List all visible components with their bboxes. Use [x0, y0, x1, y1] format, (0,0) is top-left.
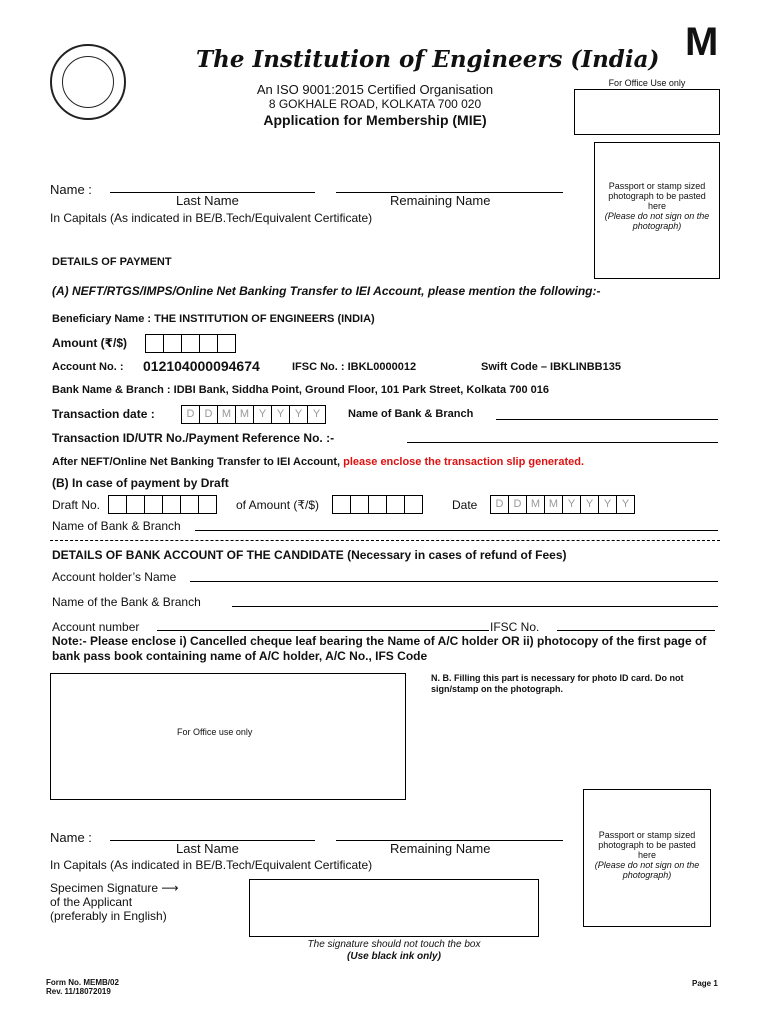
amount-cells[interactable] [145, 334, 236, 353]
form-title: Application for Membership (MIE) [263, 112, 487, 128]
caps-note-2: In Capitals (As indicated in BE/B.Tech/Equivalent Certificate) [50, 858, 373, 872]
form-number: Form No. MEMB/02 Rev. 11/18072019 [46, 978, 119, 996]
photo-warning: (Please do not sign on the photograph) [604, 211, 710, 231]
section-divider [50, 540, 720, 541]
holder-label: Account holder’s Name [52, 570, 177, 584]
draft-no-label: Draft No. [52, 498, 101, 512]
bank-name-field-2[interactable] [232, 606, 718, 607]
last-name-caption: Last Name [176, 193, 239, 208]
enclosure-note: Note:- Please enclose i) Cancelled cheque leaf bearing the Name of A/C holder OR ii) photocopy of the first page of bank pass book containing name of A/C holder, A/C No., IFS Code [52, 634, 707, 663]
option-b-text: (B) In case of payment by Draft [52, 476, 229, 490]
name-label-2: Name : [50, 830, 92, 845]
remaining-name-caption-2: Remaining Name [390, 841, 491, 856]
draft-amount-label: of Amount (₹/$) [236, 498, 320, 512]
account-number: 012104000094674 [143, 358, 260, 374]
account-label: Account No. : [52, 361, 124, 373]
txn-id-label: Transaction ID/UTR No./Payment Reference No. :- [52, 431, 335, 445]
account-number-field[interactable] [157, 630, 489, 631]
holder-field[interactable] [190, 581, 718, 582]
office-use-label: For Office Use only [608, 78, 686, 88]
account-number-label: Account number [52, 620, 140, 634]
draft-no-cells[interactable] [108, 495, 217, 514]
signature-box[interactable] [249, 879, 539, 937]
bank-branch-line: Bank Name & Branch : IDBI Bank, Siddha Point, Ground Floor, 101 Park Street, Kolkata 700 016 [52, 384, 549, 396]
draft-amount-cells[interactable] [332, 495, 423, 514]
draft-bank-field[interactable] [195, 530, 718, 531]
name-label: Name : [50, 182, 92, 197]
swift-code: Swift Code – IBKLINBB135 [481, 361, 621, 373]
photo-box-2 [583, 789, 711, 927]
address-line: 8 GOKHALE ROAD, KOLKATA 700 020 [268, 97, 482, 111]
txn-date-label: Transaction date : [52, 407, 155, 421]
ifsc-label-2: IFSC No. [490, 620, 540, 634]
page-number: Page 1 [692, 979, 718, 988]
amount-label: Amount (₹/$) [52, 336, 128, 350]
after-transfer-note: After NEFT/Online Net Banking Transfer to IEI Account, please enclose the transaction slip generated. [52, 456, 585, 468]
ink-note: (Use black ink only) [347, 951, 441, 962]
form-letter: M [685, 20, 719, 64]
draft-date-label: Date [452, 498, 478, 512]
slip-warning: please enclose the transaction slip generated. [343, 456, 585, 468]
office-use-box-2 [50, 673, 406, 800]
beneficiary-line: Beneficiary Name : THE INSTITUTION OF ENGINEERS (INDIA) [52, 313, 375, 325]
signature-note: The signature should not touch the box [307, 939, 481, 950]
bank-name-label-2: Name of the Bank & Branch [52, 595, 201, 609]
photo-warning-2: (Please do not sign on the photograph) [594, 860, 700, 880]
iei-logo-seal [50, 44, 126, 120]
txn-id-field[interactable] [407, 442, 718, 443]
remaining-name-caption: Remaining Name [390, 193, 491, 208]
office-use-box [574, 89, 720, 135]
arrow-right-icon: ⟶ [161, 881, 179, 895]
institution-title: The Institution of Engineers (India) [196, 46, 660, 73]
ifsc-code: IFSC No. : IBKL0000012 [292, 361, 417, 373]
option-a-text: (A) NEFT/RTGS/IMPS/Online Net Banking Transfer to IEI Account, please mention the following:- [52, 284, 601, 298]
bank-account-heading: DETAILS OF BANK ACCOUNT OF THE CANDIDATE (Necessary in cases of refund of Fees) [52, 548, 567, 562]
photo-instruction-2: Passport or stamp sized photograph to be pasted here [598, 830, 696, 860]
draft-date-cells[interactable]: D D M M Y Y Y Y [490, 495, 635, 514]
photo-instruction: Passport or stamp sized photograph to be pasted here [608, 181, 706, 211]
draft-bank-label: Name of Bank & Branch [52, 519, 181, 533]
caps-note: In Capitals (As indicated in BE/B.Tech/Equivalent Certificate) [50, 211, 373, 225]
bank-name-field[interactable] [496, 419, 718, 420]
office-use-label-2: For Office use only [177, 727, 253, 737]
photo-id-note: N. B. Filling this part is necessary for photo ID card. Do not sign/stamp on the photograph. [431, 673, 684, 694]
iso-line: An ISO 9001:2015 Certified Organisation [256, 82, 494, 97]
photo-box [594, 142, 720, 279]
payment-heading: DETAILS OF PAYMENT [52, 256, 172, 268]
signature-label: Specimen Signature ⟶ of the Applicant (preferably in English) [50, 881, 179, 923]
txn-date-cells[interactable]: D D M M Y Y Y Y [181, 405, 326, 424]
ifsc-field-2[interactable] [557, 630, 715, 631]
bank-name-label: Name of Bank & Branch [348, 408, 474, 420]
last-name-caption-2: Last Name [176, 841, 239, 856]
